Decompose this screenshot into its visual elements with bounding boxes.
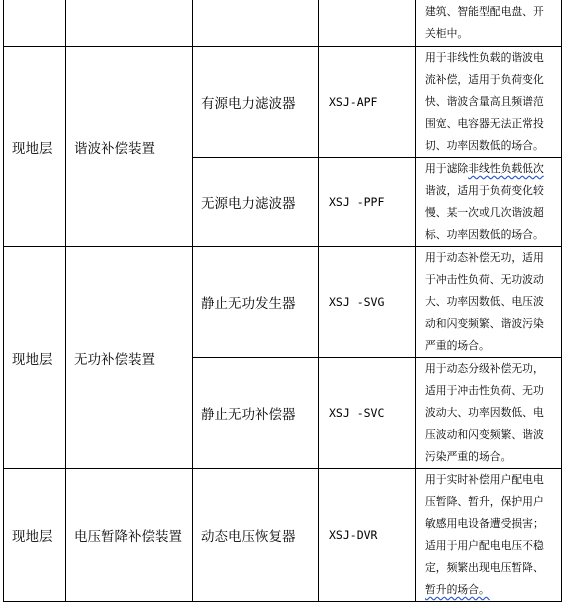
description-cell: 用于非线性负载的谐波电 流补偿，适用于负荷变化 快、谐波含量高且频谱范 围宽、电容器无法正常投 切、功率因数低的场合。	[416, 47, 562, 158]
category-cell: 谐波补偿装置	[66, 47, 193, 247]
category-cell: 无功补偿装置	[66, 247, 193, 469]
description-cell: 用于实时补偿用户配电电 压暂降、暂升，保护用户 敏感用电设备遭受损害； 适用于用户配电电压不稳 定，频繁出现电压暂降、 暂升的场合。	[416, 469, 562, 602]
layer-cell: 现地层	[4, 247, 66, 469]
table-row	[4, 469, 562, 602]
description-cell: 用于滤除非线性负载低次 谐波，适用于负荷变化较 慢、某一次或几次谐波超 标、功率因数低的场合。	[416, 158, 562, 247]
model-cell: XSJ-DVR	[319, 469, 416, 602]
device-cell: 有源电力滤波器	[193, 47, 319, 158]
layer-cell	[4, 0, 66, 47]
description-cell: 建筑、智能型配电盘、开 关柜中。	[416, 0, 562, 47]
product-table	[3, 0, 562, 602]
table-row	[4, 0, 562, 47]
model-cell: XSJ -SVC	[319, 358, 416, 469]
model-cell: XSJ -PPF	[319, 158, 416, 247]
device-cell: 静止无功补偿器	[193, 358, 319, 469]
category-cell	[66, 0, 193, 47]
device-cell: 静止无功发生器	[193, 247, 319, 358]
category-cell: 电压暂降补偿装置	[66, 469, 193, 602]
model-cell	[319, 0, 416, 47]
description-cell: 用于动态分级补偿无功， 适用于冲击性负荷、无功 波动大、功率因数低、电 压波动和闪变频繁、谐波 污染严重的场合。	[416, 358, 562, 469]
table-row	[4, 247, 562, 358]
device-cell: 无源电力滤波器	[193, 158, 319, 247]
table-row	[4, 47, 562, 158]
model-cell: XSJ -SVG	[319, 247, 416, 358]
spellcheck-underline-text: 非线性负载低次	[468, 162, 544, 175]
layer-cell: 现地层	[4, 47, 66, 247]
spellcheck-underline-text: 暂升的场合。	[425, 583, 490, 596]
model-cell: XSJ-APF	[319, 47, 416, 158]
device-cell	[193, 0, 319, 47]
description-cell: 用于动态补偿无功，适用 于冲击性负荷、无功波动 大、功率因数低、电压波 动和闪变频繁、谐波污染 严重的场合。	[416, 247, 562, 358]
layer-cell: 现地层	[4, 469, 66, 602]
device-cell: 动态电压恢复器	[193, 469, 319, 602]
